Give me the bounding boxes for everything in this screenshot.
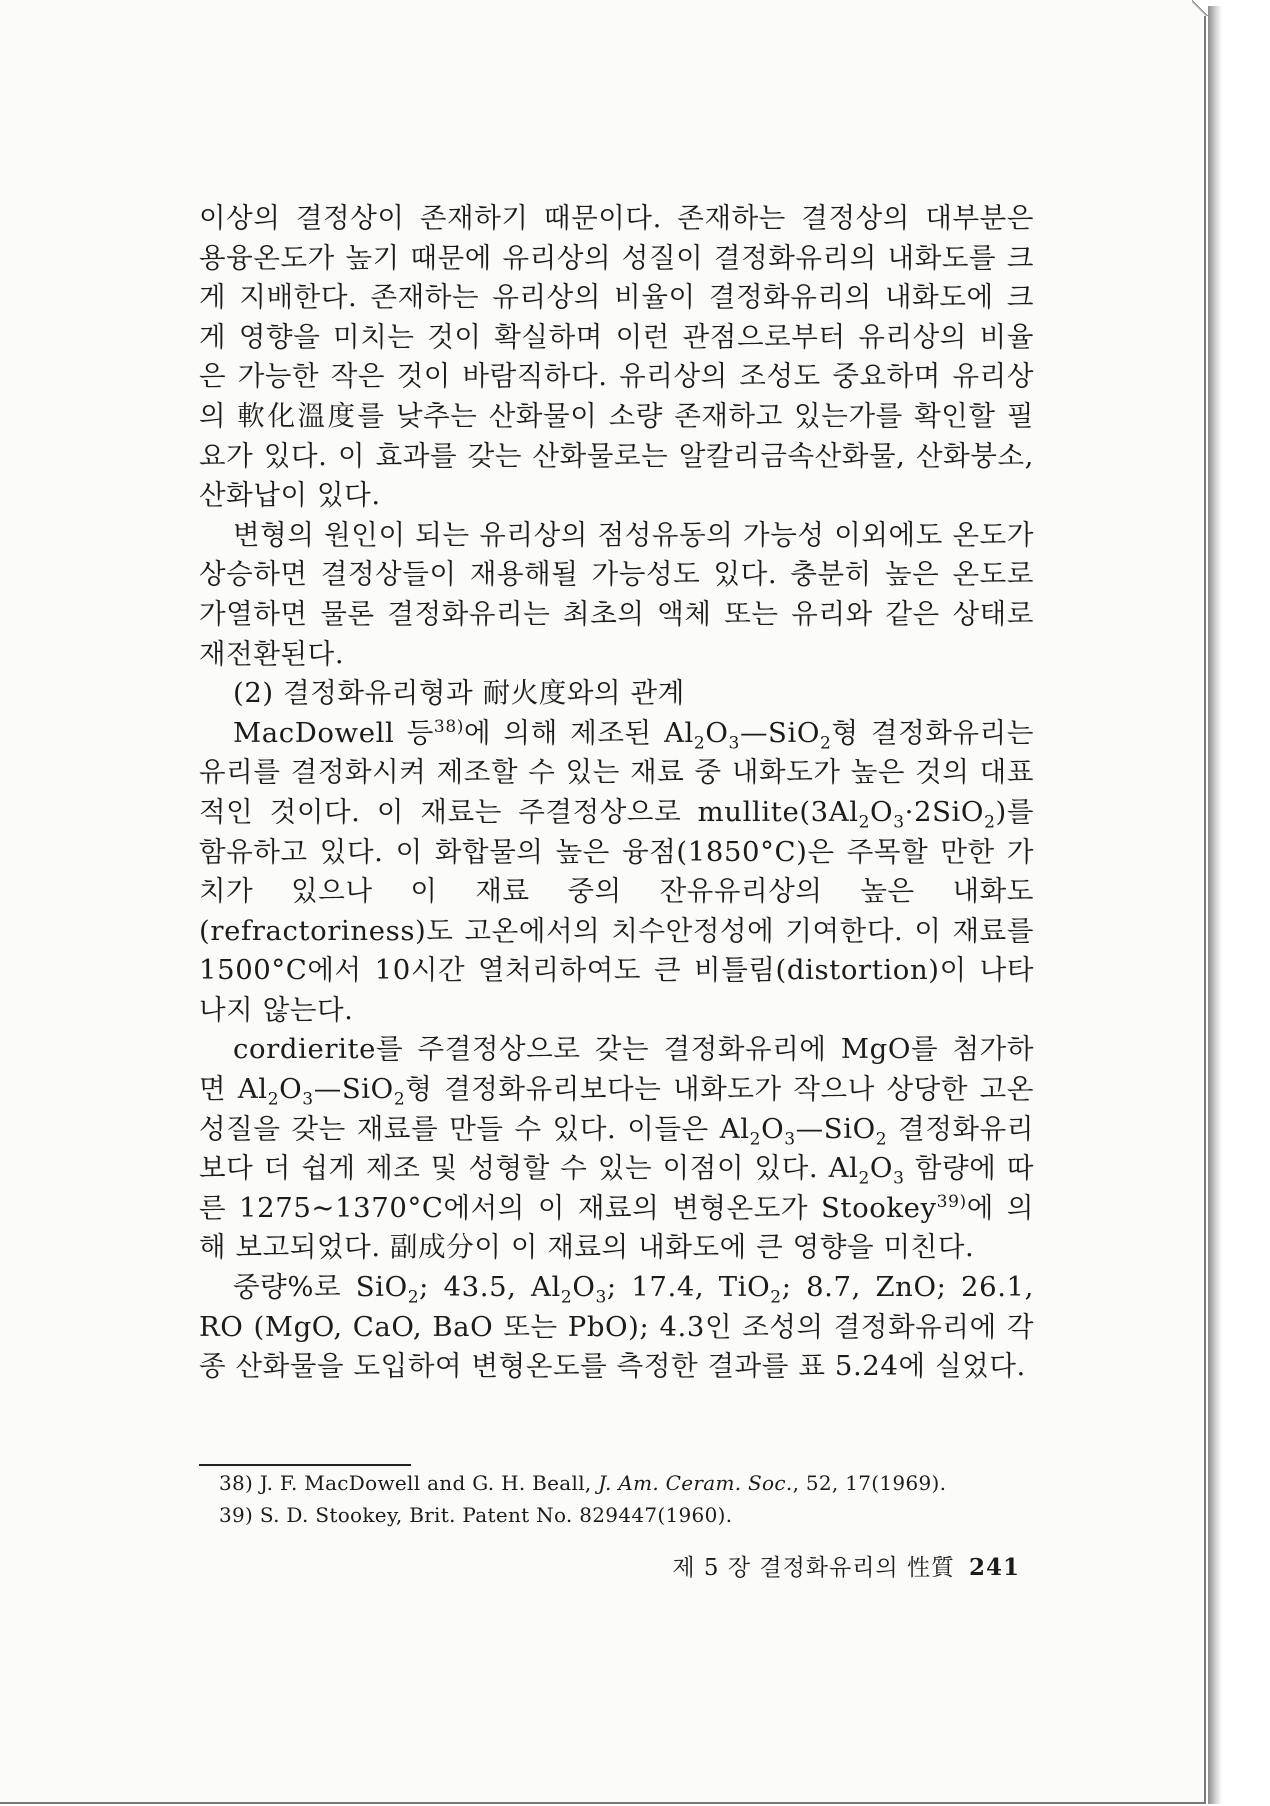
running-footer [640, 1554, 1020, 1582]
footnote-39: 39) S. D. Stookey, Brit. Patent No. 829447(1960). [219, 1503, 733, 1527]
page-edge-shadow [1208, 6, 1222, 1804]
footnote-38: 38) J. F. MacDowell and G. H. Beall, J. Am. Ceram. Soc., 52, 17(1969). [219, 1471, 947, 1495]
footnote-divider [199, 1464, 411, 1466]
journal-name: J. Am. Ceram. Soc. [598, 1471, 793, 1495]
paragraph-2: 변형의 원인이 되는 유리상의 점성유동의 가능성 이외에도 온도가 상승하면 결정상들이 재용해될 가능성도 있다. 충분히 높은 온도로 가열하면 물론 결정화유리는 최초의 액체 또는 유리와 같은 상태로 재전환된다. [199, 518, 1034, 670]
paragraph-3: MacDowell 등$^{38)}$에 의해 제조된 $Al_2O_3—SiO_2$형 결정화유리는 유리를 결정화시켜 제조할 수 있는 재료 중 내화도가 높은 것의 대표적인 것이다. 이 재료는 주결정상으로 $mullite(3Al_2O_3\cdot 2SiO_2)$를 함유하고 있다. 이 화합물의 높은 융점(1850°C)은 주목할 만한 가치가 있으나 이 재료 중의 잔유유리상의 높은 내화도(refractoriness)도 고온에서의 치수안정성에 기여한다. 이 재료를 1500°C에서 10시간 열처리하여도 큰 비틀림(distortion)이 나타나지 않는다. [199, 716, 1034, 1026]
footnote-ref-38: 38) [433, 716, 465, 737]
footnote-ref-39: 39) [936, 1191, 967, 1212]
paragraph-1: 이상의 결정상이 존재하기 때문이다. 존재하는 결정상의 대부분은 용융온도가 높기 때문에 유리상의 성질이 결정화유리의 내화도를 크게 지배한다. 존재하는 유리상의 비율이 결정화유리의 내화도에 크게 영향을 미치는 것이 확실하며 이런 관점으로부터 유리상의 비율은 가능한 작은 것이 바람직하다. 유리상의 조성도 중요하며 유리상의 軟化溫度를 낮추는 산화물이 소량 존재하고 있는가를 확인할 필요가 있다. 이 효과를 갖는 산화물로는 알칼리금속산화물, 산화붕소, 산화납이 있다. [199, 202, 1034, 512]
footnotes [219, 1467, 1039, 1531]
paragraph-4: cordierite를 주결정상으로 갖는 결정화유리에 MgO를 첨가하면 $Al_2O_3—SiO_2$형 결정화유리보다는 내화도가 작으나 상당한 고온성질을 갖는 재료를 만들 수 있다. 이들은 $Al_2O_3—SiO_2$ 결정화유리보다 더 쉽게 제조 및 성형할 수 있는 이점이 있다. $Al_2O_3$ 함량에 따른 1275∼1370°C에서의 이 재료의 변형온도가 Stookey$^{39)}$에 의해 보고되었다. 副成分이 이 재료의 내화도에 큰 영향을 미친다. [199, 1033, 1035, 1264]
paragraph-5: 중량%로 SiO$_2$; 43.5, $Al_2O_3$; 17.4, TiO$_2$; 8.7, ZnO; 26.1, RO (MgO, CaO, BaO 또는 PbO); 4.3인 조성의 결정화유리에 각종 산화물을 도입하여 변형온도를 측정한 결과를 표 5.24에 실었다. [199, 1271, 1034, 1383]
section-heading: (2) 결정화유리형과 耐火度와의 관계 [233, 677, 685, 710]
page-corner-fold [1192, 0, 1208, 16]
page-number: 241 [968, 1554, 1020, 1581]
body-text [199, 199, 1034, 1387]
chapter-title: 제 5 장 결정화유리의 性質 [672, 1555, 955, 1581]
